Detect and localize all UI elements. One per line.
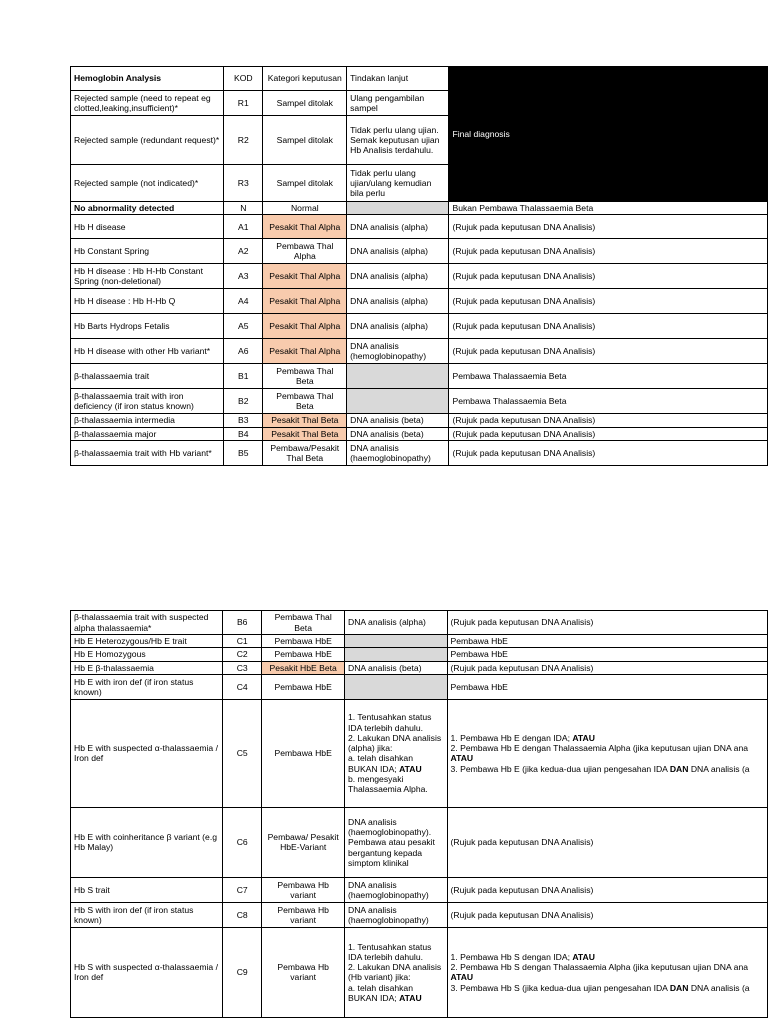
row-kategori: Pembawa Hb variant bbox=[262, 902, 345, 927]
table-row bbox=[71, 440, 768, 465]
row-final: Pembawa Thalassaemia Beta bbox=[449, 364, 768, 389]
row-final: (Rujuk pada keputusan DNA Analisis) bbox=[449, 339, 768, 364]
row-condition: Hb S with suspected α-thalassaemia / Iron def bbox=[71, 927, 223, 1017]
hb-analysis-table-2 bbox=[70, 610, 768, 1018]
table-row bbox=[71, 202, 768, 215]
row-condition: β-thalassaemia intermedia bbox=[71, 414, 224, 427]
row-condition: Hb H disease bbox=[71, 215, 224, 239]
table-row bbox=[71, 314, 768, 339]
row-tindakan: DNA analisis (hemoglobinopathy) bbox=[347, 339, 449, 364]
row-kod: C1 bbox=[223, 635, 262, 648]
table-row bbox=[71, 339, 768, 364]
row-final: (Rujuk pada keputusan DNA Analisis) bbox=[447, 902, 767, 927]
row-kategori: Pesakit HbE Beta bbox=[262, 661, 345, 674]
table-row bbox=[71, 927, 768, 1017]
table-row bbox=[71, 427, 768, 440]
table-row bbox=[71, 648, 768, 661]
row-kod: C5 bbox=[223, 699, 262, 807]
row-kategori: Pembawa Thal Beta bbox=[263, 389, 347, 414]
row-condition: β-thalassaemia trait bbox=[71, 364, 224, 389]
row-condition: β-thalassaemia trait with iron deficiency (if iron status known) bbox=[71, 389, 224, 414]
row-kategori: Pembawa/Pesakit Thal Beta bbox=[263, 440, 347, 465]
row-tindakan: Tidak perlu ulang ujian. Semak keputusan ujian Hb Analisis terdahulu. bbox=[347, 116, 449, 165]
row-final: Pembawa Thalassaemia Beta bbox=[449, 389, 768, 414]
row-kod: B6 bbox=[223, 611, 262, 635]
row-final: 1. Pembawa Hb E dengan IDA; ATAU 2. Pembawa Hb E dengan Thalassaemia Alpha (jika keputusan ujian DNA ana ATAU 3. Pembawa Hb E (jika kedua-dua ujian pengesahan IDA DAN DNA analisis (a bbox=[447, 699, 767, 807]
row-condition: Hb E with iron def (if iron status known) bbox=[71, 674, 223, 699]
row-kategori: Pesakit Thal Alpha bbox=[263, 215, 347, 239]
row-final: (Rujuk pada keputusan DNA Analisis) bbox=[449, 314, 768, 339]
table-row bbox=[71, 807, 768, 877]
row-condition: Hb E Heterozygous/Hb E trait bbox=[71, 635, 223, 648]
table-row bbox=[71, 364, 768, 389]
row-tindakan: DNA analisis (haemoglobinopathy) bbox=[345, 902, 448, 927]
row-kategori: Pesakit Thal Beta bbox=[263, 414, 347, 427]
row-final: Pembawa HbE bbox=[447, 648, 767, 661]
table-row bbox=[71, 215, 768, 239]
row-kod: A3 bbox=[224, 264, 263, 289]
row-condition: Rejected sample (not indicated)* bbox=[71, 165, 224, 202]
row-tindakan: DNA analisis (alpha) bbox=[345, 611, 448, 635]
row-tindakan: DNA analisis (alpha) bbox=[347, 264, 449, 289]
row-tindakan: 1. Tentusahkan status IDA terlebih dahulu. 2. Lakukan DNA analisis (Hb variant) jika: a. telah disahkan BUKAN IDA; ATAU bbox=[345, 927, 448, 1017]
row-final: (Rujuk pada keputusan DNA Analisis) bbox=[449, 264, 768, 289]
row-tindakan: 1. Tentusahkan status IDA terlebih dahulu. 2. Lakukan DNA analisis (alpha) jika: a. telah disahkan BUKAN IDA; ATAU b. mengesyaki Thalassaemia Alpha. bbox=[345, 699, 448, 807]
row-kod: R1 bbox=[224, 91, 263, 116]
row-tindakan bbox=[345, 648, 448, 661]
row-kod: B3 bbox=[224, 414, 263, 427]
table-row bbox=[71, 389, 768, 414]
row-final: (Rujuk pada keputusan DNA Analisis) bbox=[449, 289, 768, 314]
row-tindakan: DNA analisis (beta) bbox=[345, 661, 448, 674]
row-kod: R3 bbox=[224, 165, 263, 202]
row-kod: C8 bbox=[223, 902, 262, 927]
row-kod: A5 bbox=[224, 314, 263, 339]
table-row bbox=[71, 699, 768, 807]
row-final: (Rujuk pada keputusan DNA Analisis) bbox=[447, 877, 767, 902]
row-final: 1. Pembawa Hb S dengan IDA; ATAU 2. Pembawa Hb S dengan Thalassaemia Alpha (jika keputusan ujian DNA ana ATAU 3. Pembawa Hb S (jika kedua-dua ujian pengesahan IDA DAN DNA analisis (a bbox=[447, 927, 767, 1017]
header-kod: KOD bbox=[224, 67, 263, 91]
table-row bbox=[71, 239, 768, 264]
row-kategori: Sampel ditolak bbox=[263, 116, 347, 165]
row-kod: C2 bbox=[223, 648, 262, 661]
row-kategori: Pembawa Hb variant bbox=[262, 927, 345, 1017]
row-condition: Hb H disease : Hb H-Hb Constant Spring (non-deletional) bbox=[71, 264, 224, 289]
header-condition: Hemoglobin Analysis bbox=[71, 67, 224, 91]
row-condition: No abnormality detected bbox=[71, 202, 224, 215]
row-final: (Rujuk pada keputusan DNA Analisis) bbox=[447, 611, 767, 635]
row-kategori: Pembawa HbE bbox=[262, 648, 345, 661]
row-final: (Rujuk pada keputusan DNA Analisis) bbox=[449, 239, 768, 264]
row-tindakan: Tidak perlu ulang ujian/ulang kemudian bila perlu bbox=[347, 165, 449, 202]
row-kategori: Pembawa Thal Beta bbox=[263, 364, 347, 389]
table-row bbox=[71, 674, 768, 699]
row-kod: R2 bbox=[224, 116, 263, 165]
row-final: (Rujuk pada keputusan DNA Analisis) bbox=[449, 440, 768, 465]
row-kategori: Pembawa HbE bbox=[262, 674, 345, 699]
row-kategori: Sampel ditolak bbox=[263, 91, 347, 116]
row-condition: Hb H disease with other Hb variant* bbox=[71, 339, 224, 364]
row-kategori: Sampel ditolak bbox=[263, 165, 347, 202]
row-final: (Rujuk pada keputusan DNA Analisis) bbox=[449, 414, 768, 427]
table-row bbox=[71, 902, 768, 927]
row-tindakan: DNA analisis (alpha) bbox=[347, 314, 449, 339]
row-final: (Rujuk pada keputusan DNA Analisis) bbox=[449, 427, 768, 440]
row-kategori: Pembawa Thal Beta bbox=[262, 611, 345, 635]
row-condition: Rejected sample (redundant request)* bbox=[71, 116, 224, 165]
row-kategori: Pesakit Thal Alpha bbox=[263, 339, 347, 364]
row-kategori: Normal bbox=[263, 202, 347, 215]
row-kod: C6 bbox=[223, 807, 262, 877]
row-tindakan: DNA analisis (haemoglobinopathy) bbox=[347, 440, 449, 465]
row-kategori: Pembawa/ Pesakit HbE-Variant bbox=[262, 807, 345, 877]
row-condition: β-thalassaemia trait with Hb variant* bbox=[71, 440, 224, 465]
row-kod: B5 bbox=[224, 440, 263, 465]
row-tindakan: DNA analisis (alpha) bbox=[347, 215, 449, 239]
table-row bbox=[71, 635, 768, 648]
row-condition: Hb E with suspected α-thalassaemia / Iron def bbox=[71, 699, 223, 807]
row-kod: A6 bbox=[224, 339, 263, 364]
row-condition: Hb H disease : Hb H-Hb Q bbox=[71, 289, 224, 314]
row-tindakan: DNA analisis (beta) bbox=[347, 414, 449, 427]
row-final: (Rujuk pada keputusan DNA Analisis) bbox=[447, 807, 767, 877]
table-row bbox=[71, 877, 768, 902]
table-header-row bbox=[71, 67, 768, 91]
row-condition: Hb E with coinheritance β variant (e.g Hb Malay) bbox=[71, 807, 223, 877]
row-condition: Rejected sample (need to repeat eg clotted,leaking,insufficient)* bbox=[71, 91, 224, 116]
row-kategori: Pesakit Thal Beta bbox=[263, 427, 347, 440]
table-row bbox=[71, 661, 768, 674]
row-final: (Rujuk pada keputusan DNA Analisis) bbox=[447, 661, 767, 674]
row-condition: Hb E β-thalassaemia bbox=[71, 661, 223, 674]
row-kategori: Pesakit Thal Alpha bbox=[263, 314, 347, 339]
row-final: Bukan Pembawa Thalassaemia Beta bbox=[449, 202, 768, 215]
row-condition: Hb E Homozygous bbox=[71, 648, 223, 661]
row-kategori: Pesakit Thal Alpha bbox=[263, 289, 347, 314]
row-tindakan bbox=[345, 674, 448, 699]
row-kategori: Pembawa Hb variant bbox=[262, 877, 345, 902]
row-kod: B1 bbox=[224, 364, 263, 389]
table-row bbox=[71, 611, 768, 635]
row-kategori: Pesakit Thal Alpha bbox=[263, 264, 347, 289]
row-kod: C7 bbox=[223, 877, 262, 902]
row-condition: Hb Constant Spring bbox=[71, 239, 224, 264]
row-kod: B4 bbox=[224, 427, 263, 440]
row-tindakan bbox=[347, 202, 449, 215]
row-kod: C4 bbox=[223, 674, 262, 699]
row-kod: C3 bbox=[223, 661, 262, 674]
row-condition: β-thalassaemia major bbox=[71, 427, 224, 440]
row-tindakan bbox=[347, 389, 449, 414]
row-tindakan: Ulang pengambilan sampel bbox=[347, 91, 449, 116]
row-kod: C9 bbox=[223, 927, 262, 1017]
row-final: (Rujuk pada keputusan DNA Analisis) bbox=[449, 215, 768, 239]
table-row bbox=[71, 414, 768, 427]
row-tindakan bbox=[347, 364, 449, 389]
row-condition: Hb Barts Hydrops Fetalis bbox=[71, 314, 224, 339]
table-row bbox=[71, 264, 768, 289]
row-kategori: Pembawa HbE bbox=[262, 635, 345, 648]
row-kod: B2 bbox=[224, 389, 263, 414]
row-condition: Hb S with iron def (if iron status known) bbox=[71, 902, 223, 927]
hb-analysis-table-1 bbox=[70, 66, 768, 466]
row-kod: A1 bbox=[224, 215, 263, 239]
row-tindakan: DNA analisis (haemoglobinopathy) bbox=[345, 877, 448, 902]
row-final: Pembawa HbE bbox=[447, 674, 767, 699]
header-final-diagnosis: Final diagnosis bbox=[449, 67, 768, 202]
row-kategori: Pembawa Thal Alpha bbox=[263, 239, 347, 264]
row-kod: A4 bbox=[224, 289, 263, 314]
row-tindakan: DNA analisis (beta) bbox=[347, 427, 449, 440]
row-final: Pembawa HbE bbox=[447, 635, 767, 648]
row-tindakan: DNA analisis (haemoglobinopathy). Pembawa atau pesakit bergantung kepada simptom klinikal bbox=[345, 807, 448, 877]
table-row bbox=[71, 289, 768, 314]
row-tindakan: DNA analisis (alpha) bbox=[347, 239, 449, 264]
row-kod: N bbox=[224, 202, 263, 215]
header-tindakan: Tindakan lanjut bbox=[347, 67, 449, 91]
row-tindakan bbox=[345, 635, 448, 648]
header-kategori: Kategori keputusan bbox=[263, 67, 347, 91]
row-kod: A2 bbox=[224, 239, 263, 264]
row-kategori: Pembawa HbE bbox=[262, 699, 345, 807]
row-tindakan: DNA analisis (alpha) bbox=[347, 289, 449, 314]
row-condition: Hb S trait bbox=[71, 877, 223, 902]
row-condition: β-thalassaemia trait with suspected alpha thalassaemia* bbox=[71, 611, 223, 635]
